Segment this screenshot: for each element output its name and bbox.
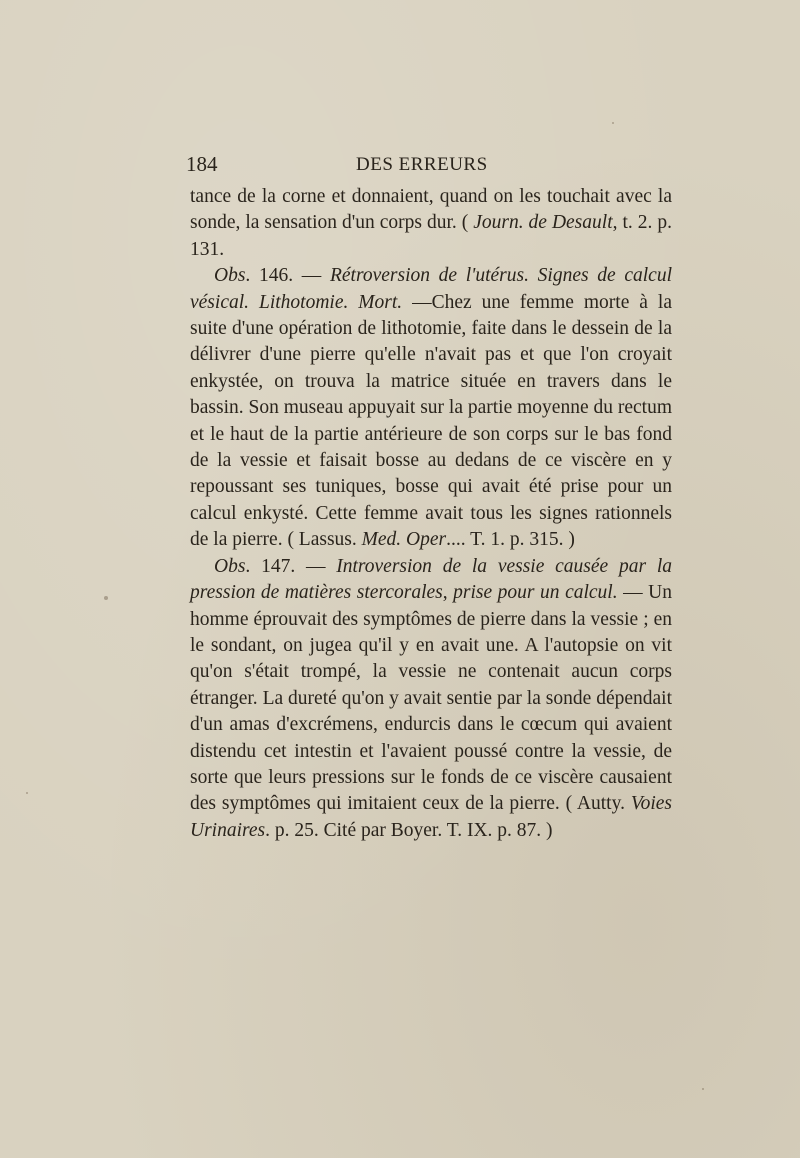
text-segment: tance de la corne et donnaient, quand on les touchait avec la sonde, la sensation d'un corps dur. (: [190, 186, 672, 234]
text-segment: . 146. —: [245, 265, 330, 287]
text-segment-italic: Obs: [214, 555, 246, 577]
paragraph-continuation: [190, 184, 672, 263]
text-segment: —Chez une femme morte à la suite d'une opération de lithotomie, faite dans le dessein de la délivrer d'une pierre qu'elle n'avait pas et que l'on croyait enkystée, on trouva la matrice située en travers dans le bassin. Son museau appuyait sur la partie moyenne du rectum et le haut de la partie antérieure de son corps sur le bas fond de la vessie et faisait bosse au dedans de ce viscère en y repoussant ses tuniques, bosse qui avait été prise pour un calcul enkysté. Cette femme avait tous les signes rationnels de la pierre. ( Lassus.: [190, 291, 672, 551]
paper-speck: [26, 792, 28, 794]
text-segment-italic: Introversion de la vessie causée par la pression de matières stercorales: [190, 555, 673, 604]
text-segment-italic: Obs: [214, 265, 246, 287]
text-segment: . 147. —: [245, 555, 337, 577]
paper-speck: [702, 1088, 704, 1090]
text-segment-italic: Voies Urinaires: [190, 793, 672, 841]
text-segment-italic: prise pour un calcul.: [453, 582, 618, 604]
body-text: [190, 184, 672, 844]
running-head: [186, 152, 672, 182]
text-segment: ,: [442, 582, 454, 604]
paragraph-obs-146: [190, 263, 672, 553]
text-segment: — Un homme éprouvait des symptômes de pierre dans la vessie ; en le sondant, on jugea qu'il y en avait une. A l'autopsie on vit qu'on s'était trompé, la vessie ne contenait aucun corps étranger. La dureté qu'on y avait sentie par la sonde dépendait d'un amas d'excrémens, endurcis dans le cœcum qui avaient distendu cet intestin et l'avaient poussé contre la vessie, de sorte que leurs pressions sur le fonds de ce viscère causaient des symptômes qui imitaient ceux de la pierre. ( Autty.: [190, 582, 672, 815]
text-segment: . p. 25. Cité par Boyer. T. IX. p. 87. ): [265, 819, 553, 841]
paper-speck: [104, 596, 108, 600]
running-title: DES ERREURS: [356, 154, 488, 175]
text-segment: , t. 2. p. 131.: [190, 212, 672, 260]
text-segment-italic: Med. Oper: [361, 529, 447, 551]
paper-speck: [612, 122, 614, 124]
text-segment-italic: Rétroversion de l'utérus. Signes de calcul vésical. Lithotomie. Mort.: [190, 265, 672, 313]
text-segment-italic: Journ. de Desault: [473, 212, 613, 234]
text-segment: .... T. 1. p. 315. ): [446, 529, 575, 551]
paragraph-obs-147: [190, 554, 672, 844]
page-number: 184: [186, 152, 218, 176]
